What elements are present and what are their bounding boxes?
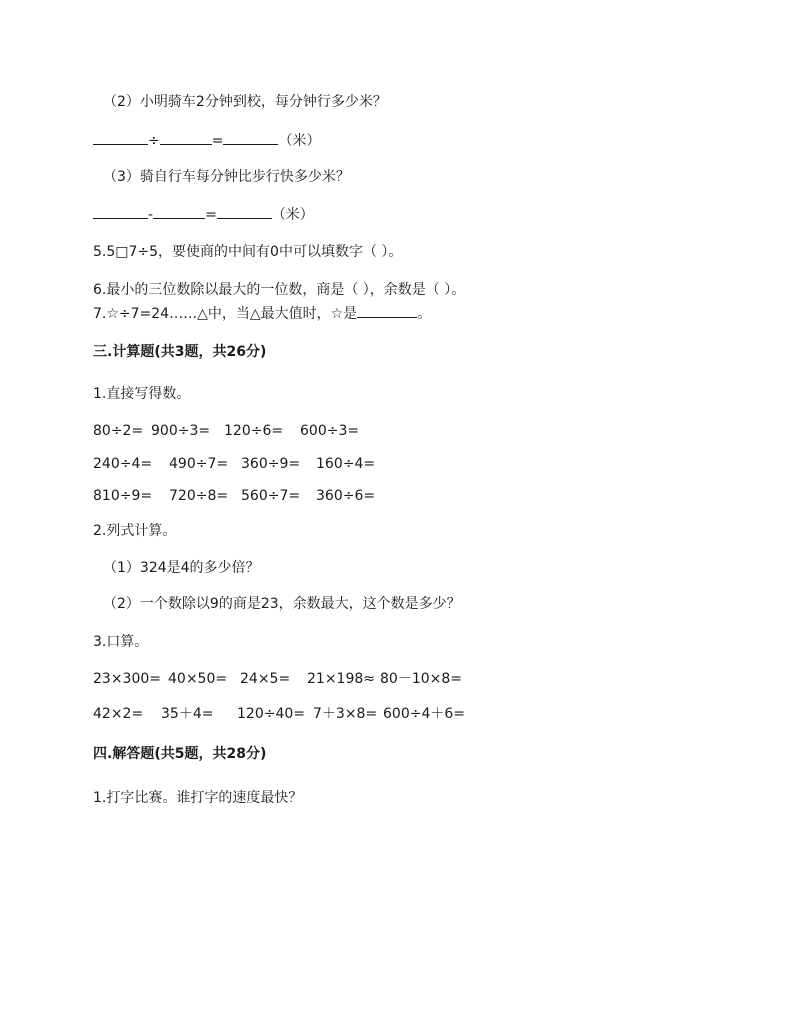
calc-cell: 900÷3= xyxy=(151,423,211,439)
section-3-q2-sub2: （2）一个数除以9的商是23，余数最大，这个数是多少？ xyxy=(103,596,461,612)
question-3-equation xyxy=(93,204,314,225)
calc-cell: 360÷9= xyxy=(241,456,301,472)
oral-cell: 21×198≈ xyxy=(307,671,375,687)
oral-cell: 7＋3×8= xyxy=(313,706,378,722)
unit-label: （米） xyxy=(278,133,321,149)
equals-sign: = xyxy=(205,207,217,223)
section-3-heading: 三.计算题(共3题，共26分) xyxy=(93,344,267,360)
answer-blank[interactable] xyxy=(160,130,212,145)
answer-blank[interactable] xyxy=(93,204,148,219)
question-3-text: （3）骑自行车每分钟比步行快多少米？ xyxy=(103,169,350,185)
question-2-equation xyxy=(93,130,320,151)
section-3-q3-title: 3.口算。 xyxy=(93,634,149,650)
calc-cell: 600÷3= xyxy=(300,423,360,439)
section-4-heading: 四.解答题(共5题，共28分) xyxy=(93,746,267,762)
calc-cell: 720÷8= xyxy=(169,488,229,504)
calc-row xyxy=(93,454,375,474)
item-7-end: 。 xyxy=(417,306,432,322)
calc-row xyxy=(93,486,375,506)
calc-cell: 160÷4= xyxy=(316,456,376,472)
answer-blank[interactable] xyxy=(93,130,148,145)
oral-cell: 80－10×8= xyxy=(380,671,462,687)
calc-cell: 80÷2= xyxy=(93,423,144,439)
oral-cell: 35＋4= xyxy=(161,706,214,722)
calc-cell: 120÷6= xyxy=(224,423,284,439)
answer-blank[interactable] xyxy=(153,204,205,219)
section-3-q2-sub1: （1）324是4的多少倍？ xyxy=(103,560,260,576)
minus-sign: - xyxy=(148,207,154,223)
answer-blank[interactable] xyxy=(217,204,272,219)
calc-cell: 360÷6= xyxy=(316,488,376,504)
answer-blank[interactable] xyxy=(357,303,417,318)
oral-cell: 24×5= xyxy=(240,671,291,687)
item-7 xyxy=(93,303,431,324)
oral-cell: 23×300= xyxy=(93,671,161,687)
section-4-q1-title: 1.打字比赛。谁打字的速度最快？ xyxy=(93,790,303,806)
oral-cell: 600÷4＋6= xyxy=(383,706,465,722)
equals-sign: = xyxy=(211,133,224,149)
unit-label: （米） xyxy=(271,207,314,223)
oral-cell: 120÷40= xyxy=(237,706,305,722)
item-5: 5.5□7÷5，要使商的中间有0中可以填数字（ ）。 xyxy=(93,244,403,260)
oral-row xyxy=(93,669,462,689)
question-2-text: （2）小明骑车2分钟到校，每分钟行多少米？ xyxy=(103,94,387,110)
oral-cell: 40×50= xyxy=(168,671,228,687)
section-3-q2-title: 2.列式计算。 xyxy=(93,523,177,539)
oral-cell: 42×2= xyxy=(93,706,144,722)
calc-cell: 240÷4= xyxy=(93,456,153,472)
divide-sign: ÷ xyxy=(148,133,160,149)
section-3-q1-title: 1.直接写得数。 xyxy=(93,386,191,402)
item-6: 6.最小的三位数除以最大的一位数，商是（ ），余数是（ ）。 xyxy=(93,282,466,298)
calc-cell: 490÷7= xyxy=(169,456,229,472)
calc-cell: 560÷7= xyxy=(241,488,301,504)
answer-blank[interactable] xyxy=(223,130,278,145)
calc-cell: 810÷9= xyxy=(93,488,153,504)
item-7-text: 7.☆÷7=24……△中，当△最大值时，☆是 xyxy=(93,306,358,322)
calc-row xyxy=(93,421,359,441)
oral-row xyxy=(93,704,465,724)
